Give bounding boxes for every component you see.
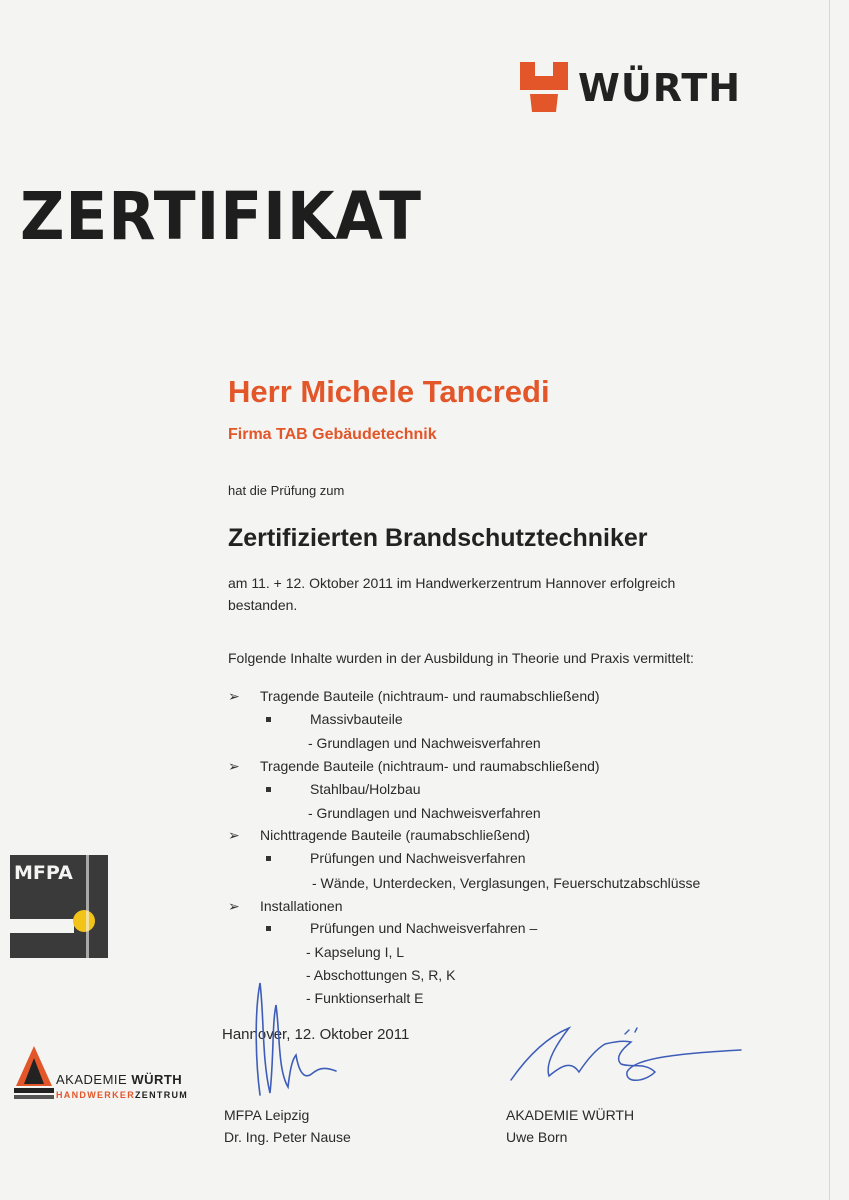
intro-text: hat die Prüfung zum [228,483,345,498]
right-signatory [506,1104,634,1148]
passed-line-1: am 11. + 12. Oktober 2011 im Handwerkerzentrum Hannover erfolgreich [228,575,676,591]
passed-text [228,572,698,616]
list-heading: Installationen [260,898,343,914]
recipient-name: Herr Michele Tancredi [228,374,550,409]
qualification-title: Zertifizierten Brandschutztechniker [228,524,648,552]
list-bullet: Prüfungen und Nachweisverfahren – [310,920,538,936]
left-signatory [224,1104,351,1148]
list-detail: - Wände, Unterdecken, Verglasungen, Feuerschutzabschlüsse [312,875,701,891]
left-signature-icon [232,975,362,1105]
arrow-right-icon: ➢ [228,758,240,774]
square-bullet-icon [266,717,271,722]
akademie-mark-icon [14,1044,54,1100]
list-heading: Nichttragende Bauteile (raumabschließend) [260,827,531,843]
place-date: Hannover, 12. Oktober 2011 [222,1026,410,1043]
akademie-logo [14,1044,204,1100]
list-detail: - Kapselung I, L [306,944,405,960]
certificate-title: ZERTIFIKAT [20,178,422,255]
list-heading: Tragende Bauteile (nichtraum- und raumabschließend) [260,758,600,774]
arrow-right-icon: ➢ [228,688,240,704]
arrow-right-icon: ➢ [228,827,240,843]
square-bullet-icon [266,856,271,861]
list-bullet: Massivbauteile [310,711,403,727]
list-heading: Tragende Bauteile (nichtraum- und raumabschließend) [260,688,600,704]
wuerth-wordmark: WÜRTH [578,66,742,110]
left-signatory-org: MFPA Leipzig [224,1107,310,1123]
list-bullet: Stahlbau/Holzbau [310,781,421,797]
list-detail: - Abschottungen S, R, K [306,967,456,983]
mfpa-logo [10,855,108,958]
list-bullet: Prüfungen und Nachweisverfahren [310,850,526,866]
recipient-company: Firma TAB Gebäudetechnik [228,426,437,443]
contents-intro: Folgende Inhalte wurden in der Ausbildung in Theorie und Praxis vermittelt: [228,650,694,666]
arrow-right-icon: ➢ [228,898,240,914]
akademie-wordmark: AKADEMIE WÜRTH [56,1072,183,1087]
wuerth-mark-icon [520,62,568,112]
wuerth-logo [520,62,750,114]
list-detail: - Funktionserhalt E [306,990,424,1006]
list-detail: - Grundlagen und Nachweisverfahren [308,735,541,751]
right-signatory-name: Uwe Born [506,1129,568,1145]
passed-line-2: bestanden. [228,597,298,613]
akademie-subline: HANDWERKERZENTRUM [56,1090,189,1100]
square-bullet-icon [266,787,271,792]
scan-edge [829,0,830,1200]
list-detail: - Grundlagen und Nachweisverfahren [308,805,541,821]
mfpa-logo-text: MFPA [14,862,73,884]
right-signature-icon [505,1020,745,1090]
square-bullet-icon [266,926,271,931]
right-signatory-org: AKADEMIE WÜRTH [506,1107,635,1123]
left-signatory-name: Dr. Ing. Peter Nause [224,1129,351,1145]
